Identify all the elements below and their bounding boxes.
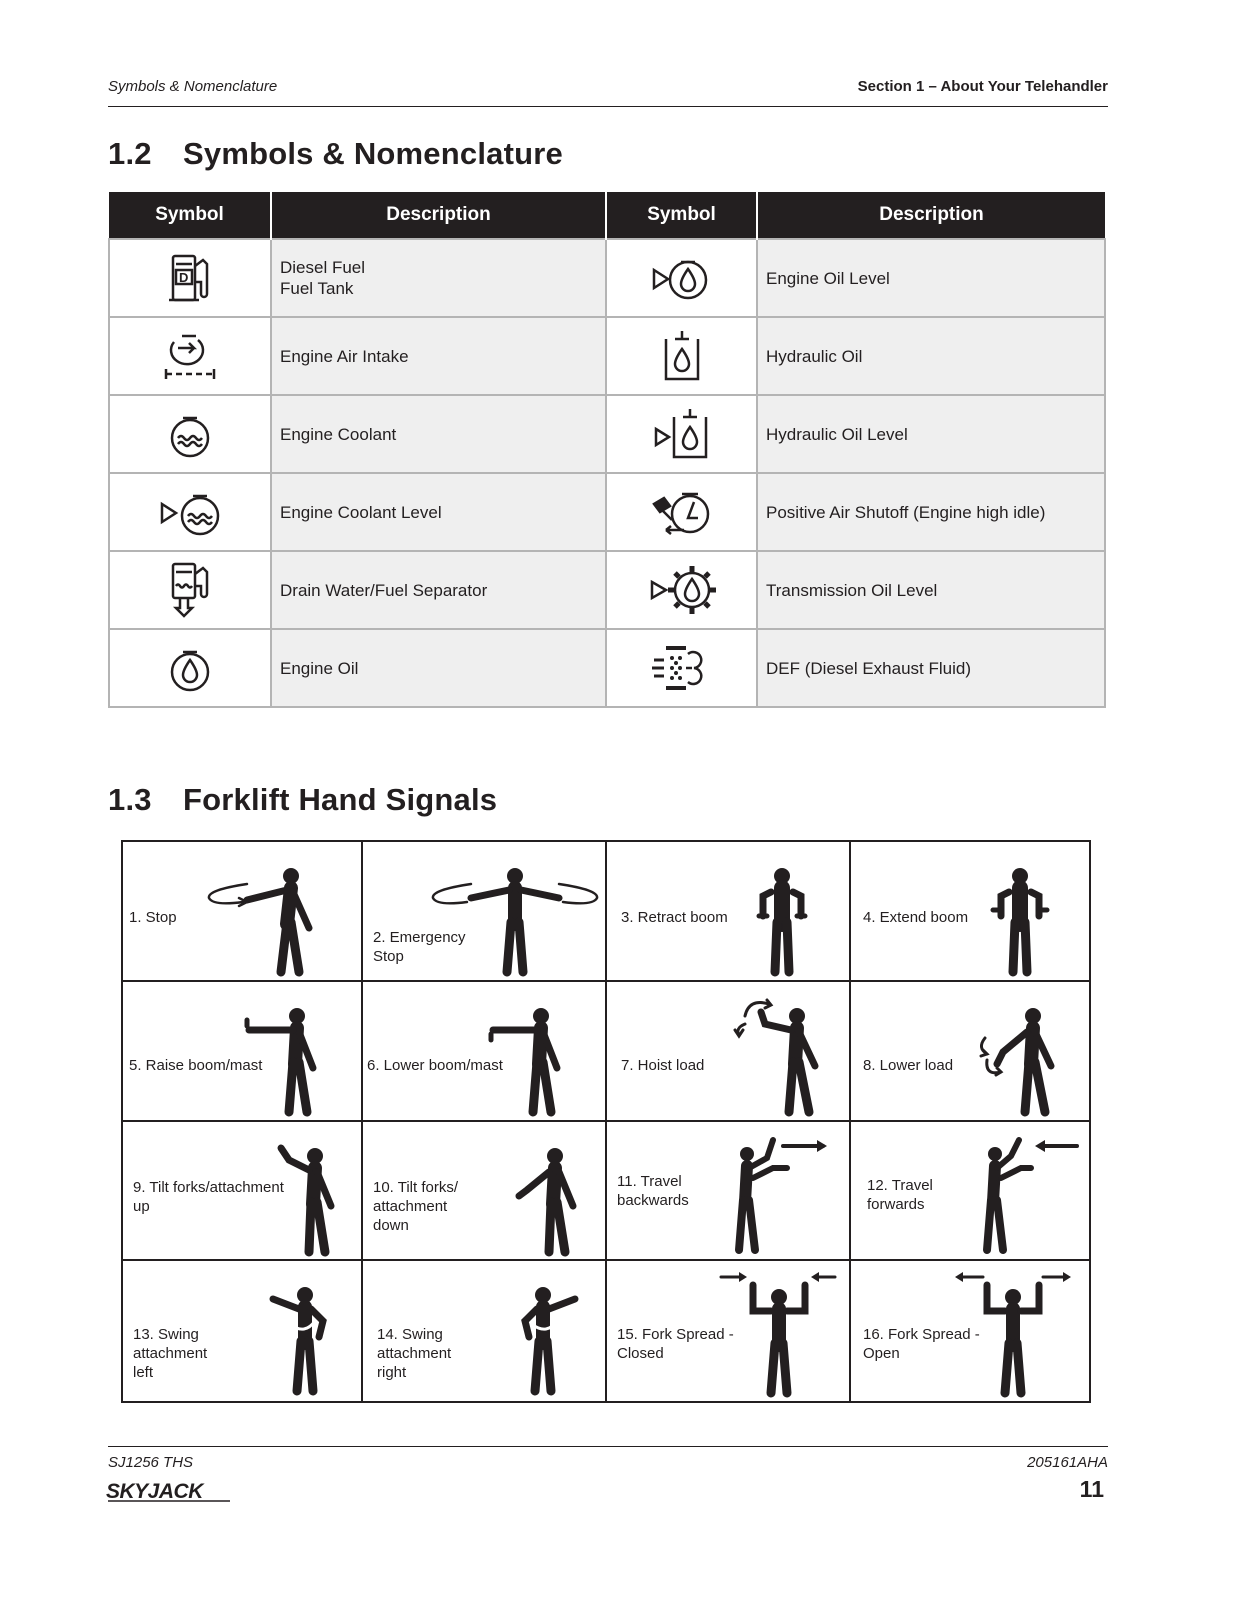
emergency-stop-signal-icon <box>429 862 601 980</box>
page-number: 11 <box>1079 1476 1104 1502</box>
hydraulic-oil-level-icon <box>652 407 712 461</box>
symbol-cell <box>109 551 271 629</box>
table-row <box>109 629 1105 707</box>
table-row <box>109 395 1105 473</box>
description-text: DEF (Diesel Exhaust Fluid) <box>766 658 972 678</box>
hand-signal-cell <box>363 1261 607 1401</box>
skyjack-logo <box>106 1478 234 1504</box>
swing-right-signal-icon <box>503 1273 593 1399</box>
section-number: 1.3 <box>108 782 152 817</box>
stop-signal-icon <box>203 862 333 980</box>
table-row <box>109 473 1105 551</box>
description-text: Drain Water/Fuel Separator <box>280 580 488 600</box>
tilt-up-signal-icon <box>263 1134 353 1260</box>
lower-load-signal-icon <box>961 994 1071 1120</box>
hand-signal-label: 11. Travel backwards <box>617 1172 689 1209</box>
hand-signal-cell <box>363 842 607 982</box>
description-cell <box>757 551 1105 629</box>
description-text: Engine Coolant <box>280 424 397 444</box>
engine-coolant-level-icon <box>158 486 222 538</box>
tilt-down-signal-icon <box>503 1134 593 1260</box>
symbol-cell <box>109 317 271 395</box>
description-text: Diesel Fuel Fuel Tank <box>280 258 366 298</box>
hand-signal-label: 10. Tilt forks/ attachment down <box>373 1178 459 1234</box>
description-cell <box>757 239 1105 317</box>
column-header: Symbol <box>606 192 757 239</box>
lower-boom-signal-icon <box>477 1002 577 1120</box>
positive-air-shutoff-icon <box>650 486 714 538</box>
hand-signal-cell <box>851 1261 1089 1401</box>
table-header-row <box>109 192 1105 239</box>
description-text: Hydraulic Oil Level <box>766 424 908 444</box>
hand-signal-label: 8. Lower load <box>863 1056 954 1074</box>
description-cell <box>757 629 1105 707</box>
hand-signal-cell <box>851 1122 1089 1262</box>
section-heading-hand-signals <box>108 782 497 818</box>
travel-forwards-signal-icon <box>975 1134 1085 1260</box>
hand-signal-label: 12. Travel forwards <box>867 1176 933 1213</box>
column-header: Description <box>757 192 1105 239</box>
hand-signal-label: 9. Tilt forks/attachment up <box>133 1178 284 1215</box>
hand-signal-cell <box>607 1122 851 1262</box>
column-header: Description <box>271 192 606 239</box>
description-text: Hydraulic Oil <box>766 346 863 366</box>
engine-oil-level-icon <box>650 252 714 304</box>
raise-boom-signal-icon <box>233 1002 333 1120</box>
hand-signal-label: 5. Raise boom/mast <box>129 1056 263 1074</box>
travel-backwards-signal-icon <box>727 1134 837 1260</box>
symbols-table <box>108 192 1106 708</box>
hand-signal-cell <box>363 982 607 1122</box>
hand-signal-label: 7. Hoist load <box>621 1056 705 1074</box>
symbol-cell <box>109 395 271 473</box>
symbol-cell <box>109 629 271 707</box>
hand-signal-label: 14. Swing attachment right <box>377 1326 452 1382</box>
header-rule <box>108 106 1108 107</box>
footer-rule <box>108 1446 1108 1447</box>
hand-signal-label: 2. Emergency Stop <box>373 929 466 965</box>
hoist-load-signal-icon <box>725 994 835 1120</box>
symbol-cell <box>606 629 757 707</box>
column-header: Symbol <box>109 192 271 239</box>
footer-doc-number: 205161AHA <box>1027 1454 1108 1471</box>
table-row <box>109 317 1105 395</box>
description-text: Engine Coolant Level <box>280 502 442 522</box>
section-number: 1.2 <box>108 136 152 171</box>
description-cell <box>271 629 606 707</box>
hand-signal-label: 1. Stop <box>129 909 177 926</box>
hand-signal-cell <box>851 842 1089 982</box>
retract-boom-signal-icon <box>747 862 817 980</box>
hand-signal-cell <box>363 1122 607 1262</box>
table-row <box>109 239 1105 317</box>
def-fluid-icon <box>650 642 714 694</box>
description-cell <box>271 473 606 551</box>
engine-oil-icon <box>166 642 214 694</box>
engine-air-intake-icon <box>160 330 220 382</box>
hand-signal-cell <box>607 1261 851 1401</box>
hand-signal-cell <box>607 842 851 982</box>
section-title: Forklift Hand Signals <box>183 782 498 817</box>
hand-signal-label: 15. Fork Spread - Closed <box>617 1326 734 1363</box>
symbol-cell <box>606 551 757 629</box>
footer-model: SJ1256 THS <box>108 1454 194 1471</box>
hand-signal-cell <box>123 1261 363 1401</box>
description-cell <box>757 395 1105 473</box>
description-cell <box>271 239 606 317</box>
hydraulic-oil-icon <box>660 329 704 383</box>
fork-spread-open-signal-icon <box>951 1269 1075 1401</box>
hand-signal-cell <box>607 982 851 1122</box>
fork-spread-closed-signal-icon <box>717 1269 841 1401</box>
description-text: Transmission Oil Level <box>766 580 938 600</box>
description-cell <box>271 551 606 629</box>
engine-coolant-icon <box>166 408 214 460</box>
hand-signal-cell <box>851 982 1089 1122</box>
running-header-left: Symbols & Nomenclature <box>108 78 278 95</box>
description-cell <box>757 473 1105 551</box>
hand-signal-label: 16. Fork Spread - Open <box>863 1326 980 1363</box>
svg-text:D: D <box>179 270 189 285</box>
hand-signal-label: 13. Swing attachment left <box>133 1326 208 1382</box>
running-header-right: Section 1 – About Your Telehandler <box>857 78 1108 95</box>
extend-boom-signal-icon <box>985 862 1055 980</box>
section-heading-symbols <box>108 136 563 172</box>
drain-water-fuel-separator-icon <box>165 562 215 618</box>
transmission-oil-level-icon <box>648 562 716 618</box>
diesel-fuel-tank-icon <box>165 252 215 304</box>
symbol-cell <box>109 239 271 317</box>
symbol-cell <box>109 473 271 551</box>
symbol-cell <box>606 473 757 551</box>
hand-signals-grid <box>121 840 1091 1403</box>
swing-left-signal-icon <box>259 1273 349 1399</box>
hand-signal-label: 6. Lower boom/mast <box>367 1056 503 1074</box>
section-title: Symbols & Nomenclature <box>183 136 563 171</box>
description-cell <box>271 395 606 473</box>
description-cell <box>757 317 1105 395</box>
hand-signal-label: 4. Extend boom <box>863 909 969 926</box>
hand-signal-label: 3. Retract boom <box>621 909 728 926</box>
description-text: Engine Oil Level <box>766 268 890 288</box>
hand-signal-cell <box>123 982 363 1122</box>
description-text: Engine Oil <box>280 658 359 678</box>
description-text: Positive Air Shutoff (Engine high idle) <box>766 502 1046 522</box>
hand-signal-cell <box>123 1122 363 1262</box>
description-text: Engine Air Intake <box>280 346 409 366</box>
symbol-cell <box>606 239 757 317</box>
symbol-cell <box>606 317 757 395</box>
hand-signal-cell <box>123 842 363 982</box>
table-row <box>109 551 1105 629</box>
svg-text:SKYJACK: SKYJACK <box>106 1480 203 1503</box>
symbol-cell <box>606 395 757 473</box>
description-cell <box>271 317 606 395</box>
